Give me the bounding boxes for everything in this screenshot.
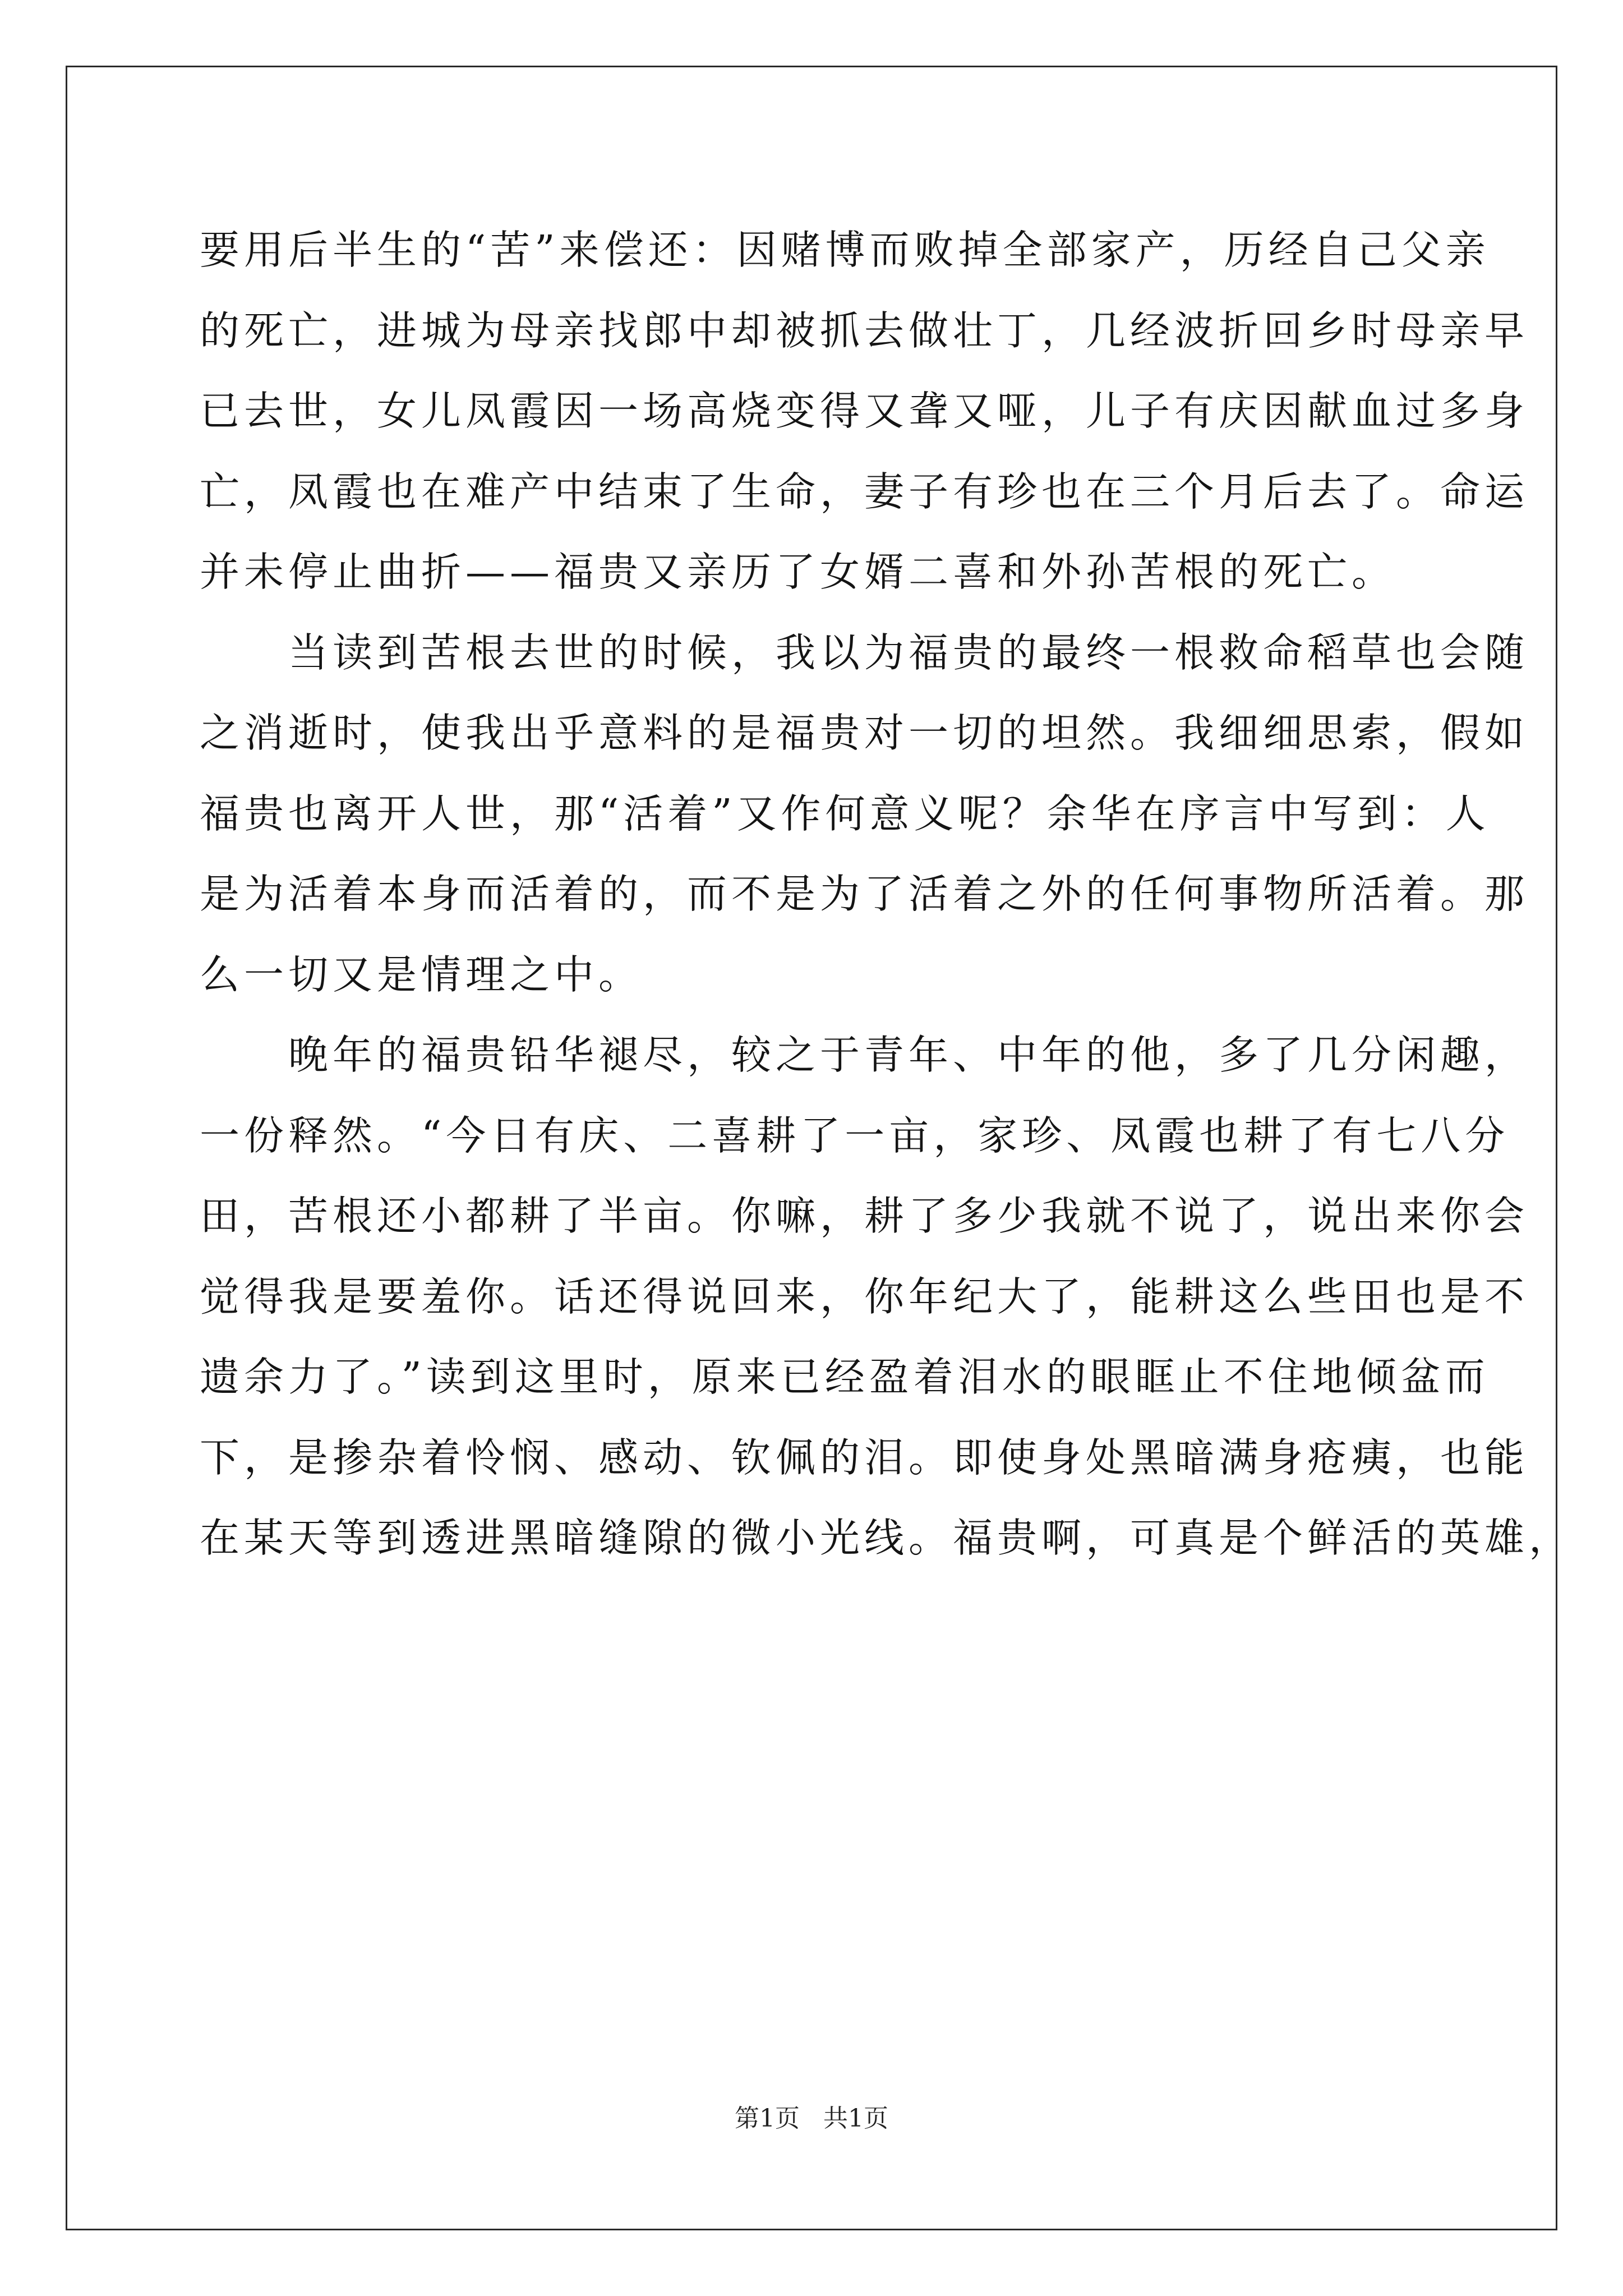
page-number-footer: 第1页 共1页 xyxy=(735,2104,888,2133)
text-line: 觉得我是要羞你。话还得说回来，你年纪大了，能耕这么些田也是不 xyxy=(200,1273,1529,1320)
text-line: 福贵也离开人世，那“活着”又作何意义呢？余华在序言中写到：人 xyxy=(200,790,1490,837)
text-line: 在某天等到透进黑暗缝隙的微小光线。福贵啊，可真是个鲜活的英雄， xyxy=(200,1515,1574,1561)
text-line: 是为活着本身而活着的，而不是为了活着之外的任何事物所活着。那 xyxy=(200,871,1529,917)
paragraph-start-line: 晚年的福贵铅华褪尽，较之于青年、中年的他，多了几分闲趣， xyxy=(288,1032,1529,1078)
text-line: 的死亡，进城为母亲找郎中却被抓去做壮丁，几经波折回乡时母亲早 xyxy=(200,307,1529,354)
text-line: 下，是掺杂着怜悯、感动、钦佩的泪。即使身处黑暗满身疮痍，也能 xyxy=(200,1434,1529,1481)
text-line: 么一切又是情理之中。 xyxy=(200,951,643,998)
paragraph-start-line: 当读到苦根去世的时候，我以为福贵的最终一根救命稻草也会随 xyxy=(288,629,1529,676)
document-body xyxy=(200,210,1574,1579)
text-line: 一份释然。“今日有庆、二喜耕了一亩，家珍、凤霞也耕了有七八分 xyxy=(200,1112,1510,1159)
text-line: 已去世，女儿凤霞因一场高烧变得又聋又哑，儿子有庆因献血过多身 xyxy=(200,388,1529,434)
text-line: 并未停止曲折——福贵又亲历了女婿二喜和外孙苦根的死亡。 xyxy=(200,549,1396,595)
text-line: 亡，凤霞也在难产中结束了生命，妻子有珍也在三个月后去了。命运 xyxy=(200,468,1529,515)
text-line: 要用后半生的“苦”来偿还：因赌博而败掉全部家产，历经自己父亲 xyxy=(200,227,1490,273)
text-line: 田，苦根还小都耕了半亩。你嘛，耕了多少我就不说了，说出来你会 xyxy=(200,1193,1529,1239)
text-line: 遗余力了。”读到这里时，原来已经盈着泪水的眼眶止不住地倾盆而 xyxy=(200,1354,1490,1400)
text-line: 之消逝时，使我出乎意料的是福贵对一切的坦然。我细细思索，假如 xyxy=(200,710,1529,756)
